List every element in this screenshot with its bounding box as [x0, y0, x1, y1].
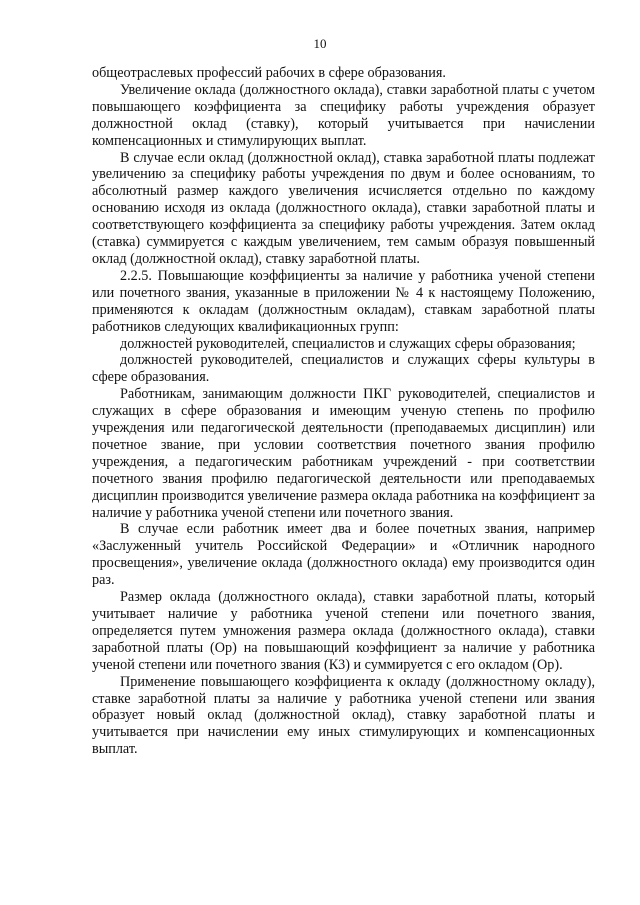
paragraph-salary-increase: Увеличение оклада (должностного оклада), ставки заработной платы с учетом повышающего коэффициента за специфику работы учреждения образует должностной оклад (ставку), который учитывается при начислении компенсационных и стимулирующих выплат.: [92, 81, 595, 149]
paragraph-continuation: общеотраслевых профессий рабочих в сфере образования.: [92, 65, 446, 81]
paragraph-multiple-grounds: В случае если оклад (должностной оклад), ставка заработной платы подлежат увеличению за специфику работы учреждения по двум и более основаниям, то абсолютный размер каждого увеличения исчисляется отдельно по каждому основанию исходя из оклада (должностного оклада), ставки заработной платы и соответствующего коэффициента за специфику работы учреждения. Затем оклад (ставка) суммируется с каждым увеличением, тем самым образуя повышенный оклад (должностной оклад), ставку заработной платы.: [92, 149, 595, 267]
list-item-culture: должностей руководителей, специалистов и служащих сферы культуры в сфере образования.: [92, 352, 595, 386]
paragraph-salary-size: Размер оклада (должностного оклада), ставки заработной платы, который учитывает наличие у работника ученой степени или почетного звания, определяется путем умножения размера оклада (должностного оклада), ставки заработной платы (Ор) на повышающий коэффициент за наличие у работника ученой степени или почетного звания (К3) и суммируется с его окладом (Ор).: [92, 589, 595, 673]
paragraph-pkg-employees: Работникам, занимающим должности ПКГ руководителей, специалистов и служащих в сфере образования и имеющим ученую степень по профилю учреждения или педагогической деятельности (преподаваемых дисциплин) или почетное звание, при условии соответствия почетного звания профилю учреждения, а педагогическим работникам учреждений - при соответствии почетного звания профилю педагогической деятельности или преподаваемых дисциплин производится увеличение размера оклада работника на коэффициент за наличие у работника ученой степени или почетного звания.: [92, 386, 596, 521]
page-number: 10: [313, 36, 327, 51]
document-body: [92, 65, 595, 758]
paragraph-two-titles: В случае если работник имеет два и более почетных звания, например «Заслуженный учитель Российской Федерации» и «Отличник народного просвещения», увеличение оклада (должностного оклада) ему производится один раз.: [92, 521, 595, 589]
list-item-education: должностей руководителей, специалистов и служащих сферы образования;: [120, 335, 576, 352]
paragraph-coefficient-application: Применение повышающего коэффициента к окладу (должностному окладу), ставке заработной платы за наличие у работника ученой степени или звания образует новый оклад (должностной оклад), ставку заработной платы и учитывается при начислении ему иных стимулирующих и компенсационных выплат.: [92, 673, 595, 758]
paragraph-clause-2-2-5: 2.2.5. Повышающие коэффициенты за наличие у работника ученой степени или почетного звания, указанные в приложении № 4 к настоящему Положению, применяются к окладам (должностным окладам), ставкам заработной платы работников следующих квалификационных групп:: [92, 267, 595, 335]
